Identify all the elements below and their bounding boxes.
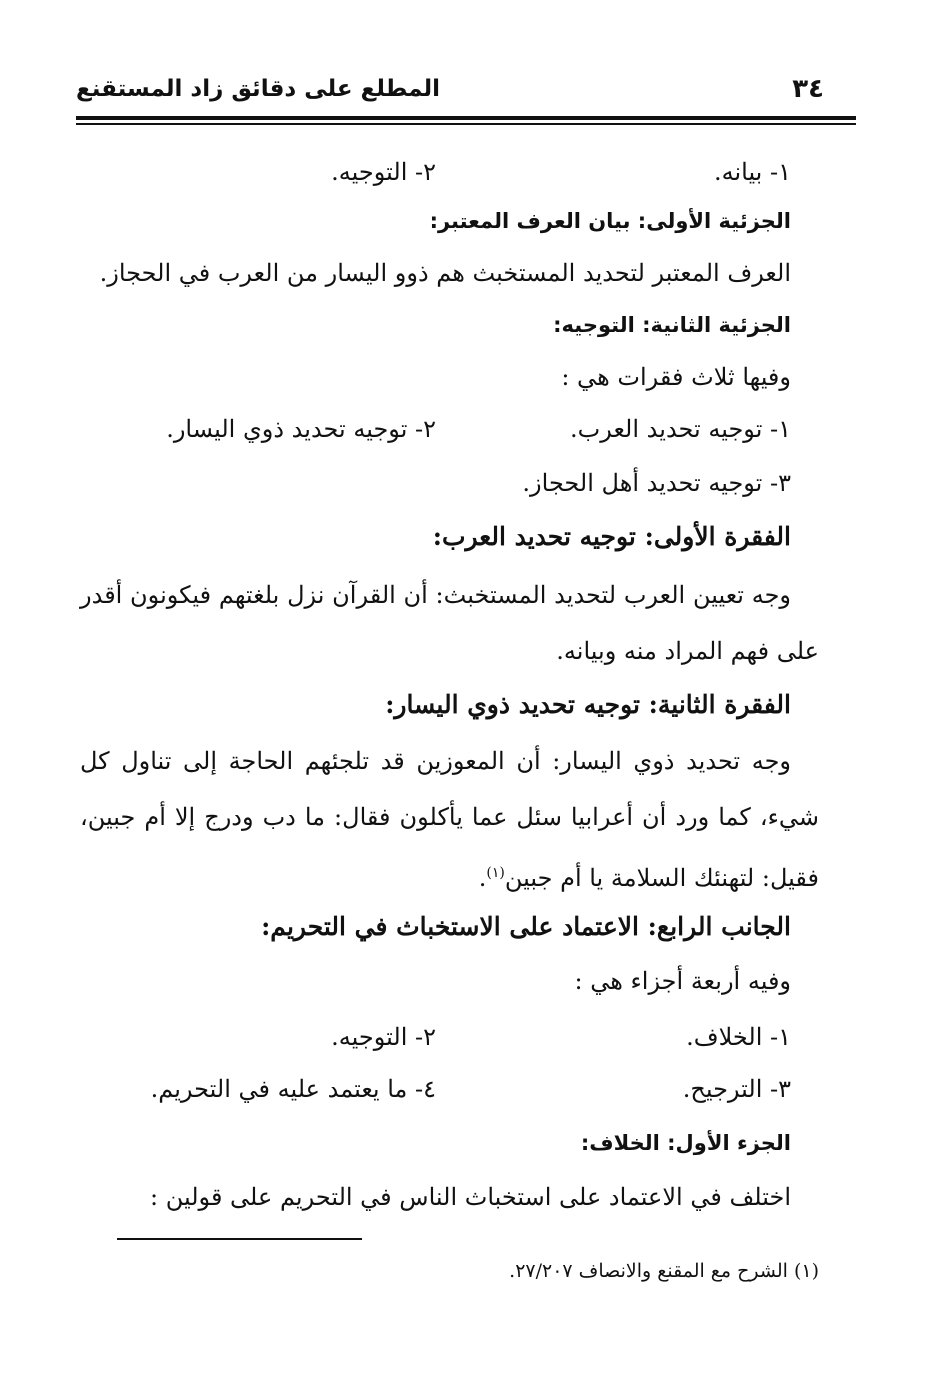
list3-item2: ٢- التوجيه. — [331, 1023, 436, 1051]
paragraph-2-line-1: وجه تعيين العرب لتحديد المستخبث: أن القرآن نزل بلغتهم فيكونون أقدر — [80, 581, 791, 609]
list3-item3: ٣- الترجيح. — [682, 1075, 791, 1103]
list2-item1: ١- توجيه تحديد العرب. — [570, 415, 791, 443]
intro-4: وفيه أربعة أجزاء هي : — [574, 967, 791, 995]
paragraph-3-line-2: شيء، كما ورد أن أعرابيا سئل عما يأكلون فقال: ما دب ودرج إلا أم جبين، — [80, 803, 819, 831]
paragraph-3-line-3-text: فقيل: لتهنئك السلامة يا أم جبين — [504, 864, 819, 892]
list1-item2: ٢- التوجيه. — [331, 158, 436, 186]
heading-part2: الجزئية الثانية: التوجيه: — [553, 313, 791, 337]
footnote-reference: (١) — [486, 865, 505, 881]
heading-paragraph-2: الفقرة الثانية: توجيه تحديد ذوي اليسار: — [385, 690, 791, 719]
list2-item2: ٢- توجيه تحديد ذوي اليسار. — [166, 415, 436, 443]
list2-item3: ٣- توجيه تحديد أهل الحجاز. — [522, 469, 791, 497]
page-header — [76, 74, 824, 114]
paragraph-3-line-3 — [479, 856, 819, 895]
heading-paragraph-1: الفقرة الأولى: توجيه تحديد العرب: — [432, 522, 791, 551]
paragraph-4: اختلف في الاعتماد على استخباث الناس في التحريم على قولين : — [150, 1183, 791, 1211]
list3-item1: ١- الخلاف. — [686, 1023, 791, 1051]
list1-item1: ١- بيانه. — [713, 158, 791, 186]
paragraph-2-line-2: على فهم المراد منه وبيانه. — [556, 637, 819, 665]
heading-part1: الجزئية الأولى: بيان العرف المعتبر: — [429, 209, 791, 233]
footnote-rule — [117, 1238, 362, 1240]
paragraph-3-end: . — [478, 864, 487, 892]
header-rule-thin — [76, 123, 856, 125]
running-title: المطلع على دقائق زاد المستقنع — [76, 76, 441, 102]
paragraph-1: العرف المعتبر لتحديد المستخبث هم ذوو اليسار من العرب في الحجاز. — [99, 259, 791, 287]
heading-part-first: الجزء الأول: الخلاف: — [580, 1131, 791, 1155]
list3-item4: ٤- ما يعتمد عليه في التحريم. — [150, 1075, 436, 1103]
page-number: ٣٤ — [792, 74, 824, 104]
header-rule-thick — [76, 116, 856, 120]
intro-2: وفيها ثلاث فقرات هي : — [561, 363, 791, 391]
paragraph-3-line-1: وجه تحديد ذوي اليسار: أن المعوزين قد تلجئهم الحاجة إلى تناول كل — [80, 747, 792, 775]
footnote-text: (١) الشرح مع المقنع والانصاف ٢٧/٢٠٧. — [509, 1260, 819, 1282]
heading-aspect-4: الجانب الرابع: الاعتماد على الاستخباث في التحريم: — [261, 912, 791, 941]
